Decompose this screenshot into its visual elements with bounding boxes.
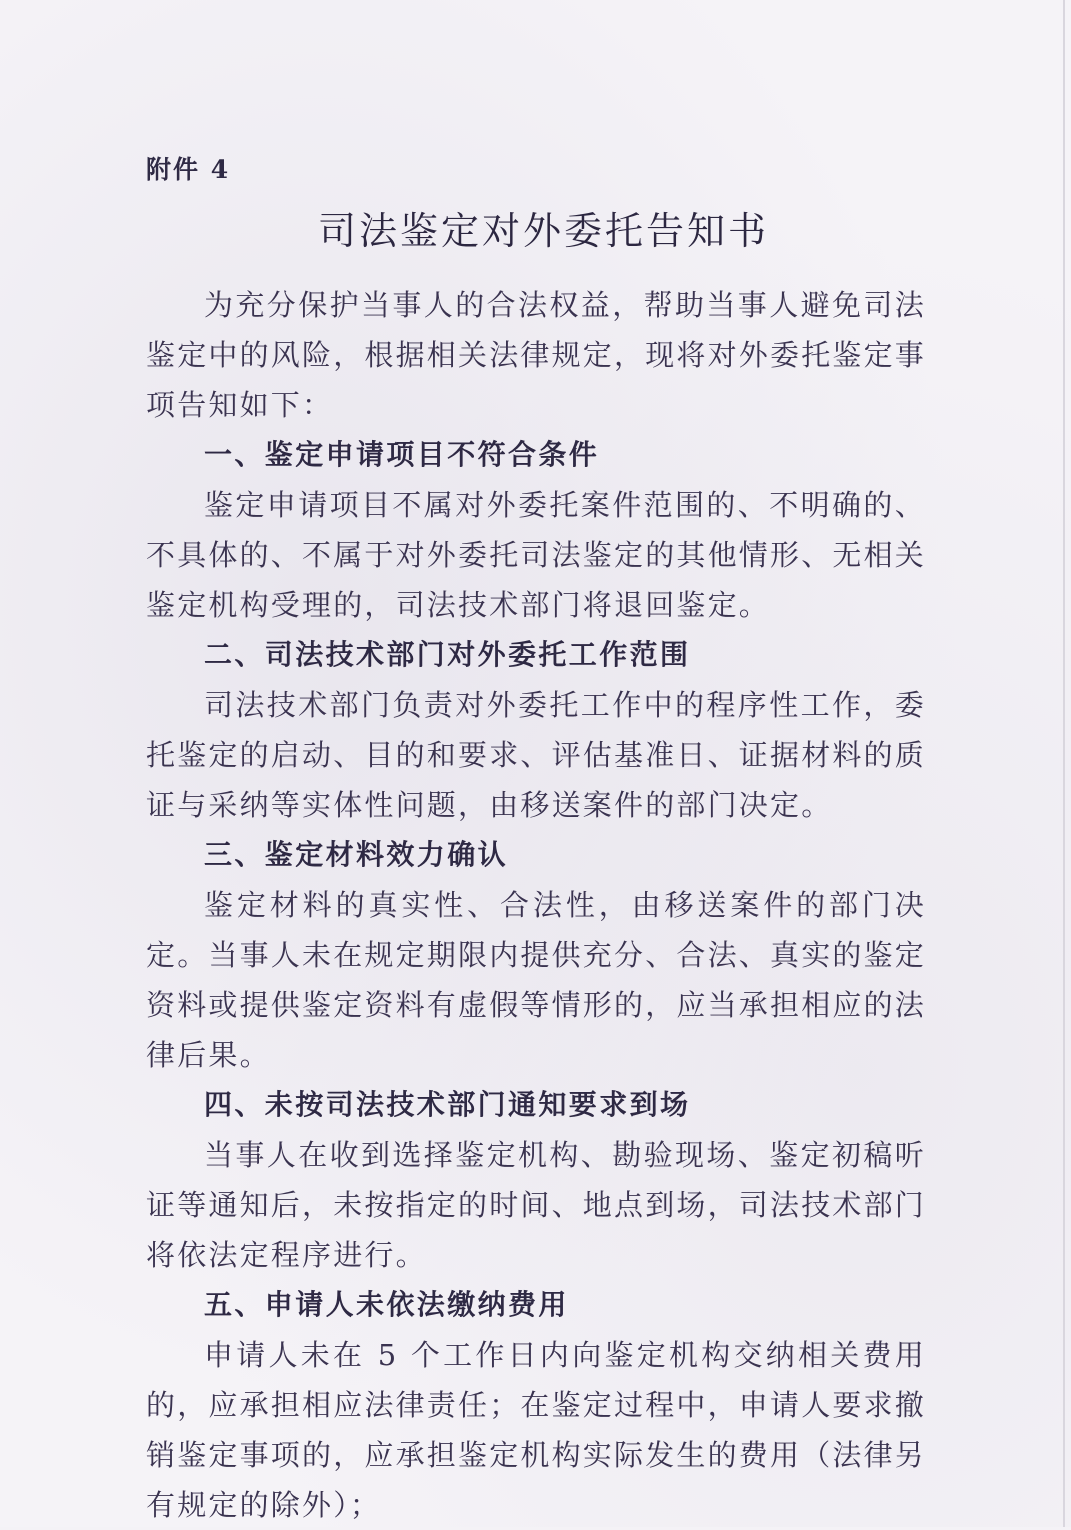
section-text-4: 当事人在收到选择鉴定机构、勘验现场、鉴定初稿听证等通知后，未按指定的时间、地点到场，司法技术部门将依法定程序进行。 [146,1138,927,1272]
section-text-2: 司法技术部门负责对外委托工作中的程序性工作，委托鉴定的启动、目的和要求、评估基准日、证据材料的质证与采纳等实体性问题，由移送案件的部门决定。 [146,688,927,822]
section-heading-5: 五、申请人未依法缴纳费用 [204,1288,569,1321]
section-text-5: 申请人未在 5 个工作日内向鉴定机构交纳相关费用的，应承担相应法律责任；在鉴定过程中，申请人要求撤销鉴定事项的，应承担鉴定机构实际发生的费用（法律另有规定的除外）； [146,1338,927,1522]
intro-paragraph: 为充分保护当事人的合法权益，帮助当事人避免司法鉴定中的风险，根据相关法律规定，现将对外委托鉴定事项告知如下： [146,288,927,422]
section-text-3: 鉴定材料的真实性、合法性，由移送案件的部门决定。当事人未在规定期限内提供充分、合法、真实的鉴定资料或提供鉴定资料有虚假等情形的，应当承担相应的法律后果。 [146,888,927,1072]
section-text-1: 鉴定申请项目不属对外委托案件范围的、不明确的、不具体的、不属于对外委托司法鉴定的其他情形、无相关鉴定机构受理的，司法技术部门将退回鉴定。 [146,488,927,622]
document-title: 司法鉴定对外委托告知书 [317,209,769,253]
section-heading-3: 三、鉴定材料效力确认 [204,838,509,871]
document-body [146,280,926,1530]
section-heading-1: 一、鉴定申请项目不符合条件 [204,438,600,471]
section-heading-4: 四、未按司法技术部门通知要求到场 [204,1088,691,1121]
attachment-label: 附件 4 [146,155,231,184]
section-heading-2: 二、司法技术部门对外委托工作范围 [204,638,691,671]
